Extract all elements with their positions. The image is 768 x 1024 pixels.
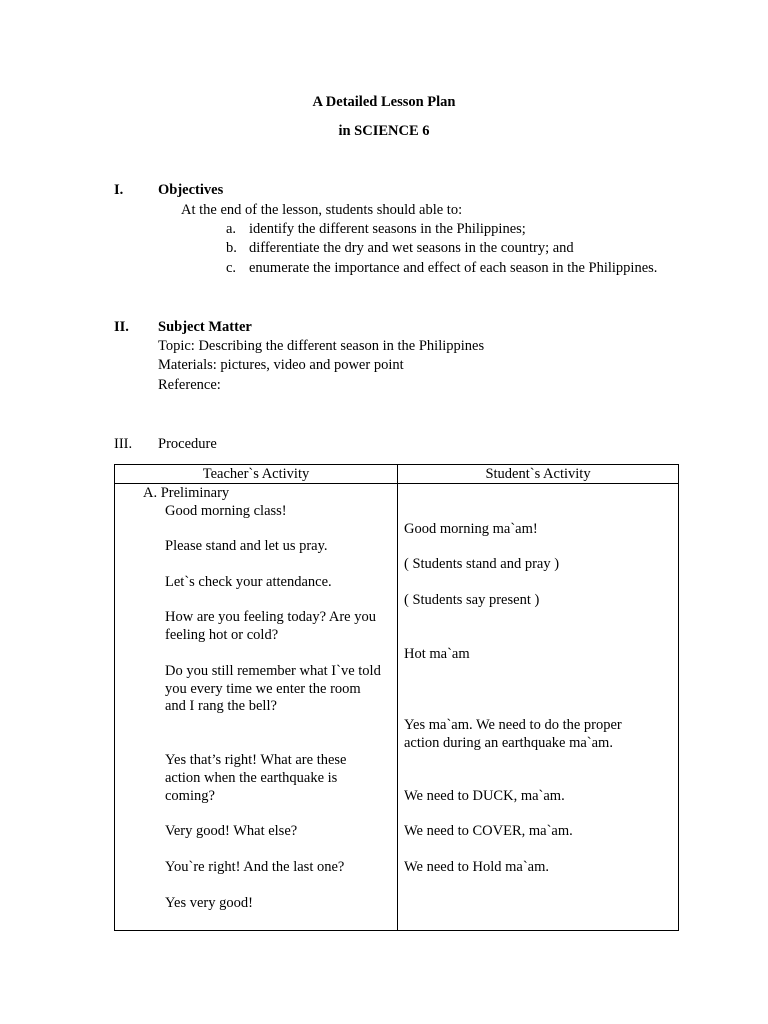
objective-letter-c: c.: [226, 260, 237, 276]
procedure-table: [114, 464, 679, 931]
section-numeral-subject-matter: II.: [114, 319, 129, 335]
objective-item-c: enumerate the importance and effect of each season in the Philippines.: [249, 260, 658, 276]
subject-matter-heading: Subject Matter: [158, 319, 252, 335]
subject-reference: Reference:: [158, 377, 221, 393]
teacher-activity-header: Teacher`s Activity: [115, 465, 398, 484]
teacher-line: and I rang the bell?: [165, 698, 277, 714]
procedure-table-row: [115, 484, 679, 931]
teacher-line: Let`s check your attendance.: [165, 574, 332, 590]
teacher-line: coming?: [165, 788, 215, 804]
teacher-activity-cell: [115, 484, 398, 931]
subject-materials: Materials: pictures, video and power point: [158, 357, 404, 373]
procedure-heading: Procedure: [158, 436, 217, 452]
teacher-line: Yes very good!: [165, 895, 253, 911]
student-activity-cell: [398, 484, 679, 931]
objectives-intro: At the end of the lesson, students should able to:: [181, 202, 463, 218]
objective-letter-b: b.: [226, 240, 237, 256]
objectives-heading: Objectives: [158, 182, 224, 198]
teacher-line: You`re right! And the last one?: [165, 859, 345, 875]
objective-letter-a: a.: [226, 221, 237, 237]
document-subtitle: in SCIENCE 6: [338, 123, 430, 139]
student-line: Yes ma`am. We need to do the proper: [404, 717, 622, 733]
student-line: action during an earthquake ma`am.: [404, 735, 613, 751]
teacher-line: feeling hot or cold?: [165, 627, 279, 643]
teacher-line: Do you still remember what I`ve told: [165, 663, 381, 679]
section-numeral-procedure: III.: [114, 436, 133, 452]
student-line: Hot ma`am: [404, 646, 470, 662]
student-line: We need to COVER, ma`am.: [404, 823, 573, 839]
student-line: We need to Hold ma`am.: [404, 859, 549, 875]
student-line: ( Students say present ): [404, 592, 540, 608]
teacher-line: Yes that’s right! What are these: [165, 752, 347, 768]
student-line: Good morning ma`am!: [404, 521, 538, 537]
objective-item-a: identify the different seasons in the Philippines;: [249, 221, 526, 237]
subject-topic: Topic: Describing the different season in the Philippines: [158, 338, 485, 354]
student-line: ( Students stand and pray ): [404, 556, 560, 572]
student-activity-header: Student`s Activity: [398, 465, 679, 484]
teacher-line: Good morning class!: [165, 503, 287, 519]
teacher-line: Please stand and let us pray.: [165, 538, 328, 554]
procedure-table-header-row: [115, 465, 679, 484]
section-numeral-objectives: I.: [114, 182, 124, 198]
student-line: We need to DUCK, ma`am.: [404, 788, 565, 804]
objective-item-b: differentiate the dry and wet seasons in the country; and: [249, 240, 574, 256]
teacher-line: Very good! What else?: [165, 823, 298, 839]
teacher-line: action when the earthquake is: [165, 770, 338, 786]
teacher-line: A. Preliminary: [143, 485, 230, 501]
teacher-line: How are you feeling today? Are you: [165, 609, 376, 625]
teacher-line: you every time we enter the room: [165, 681, 361, 697]
document-title: A Detailed Lesson Plan: [312, 94, 456, 110]
